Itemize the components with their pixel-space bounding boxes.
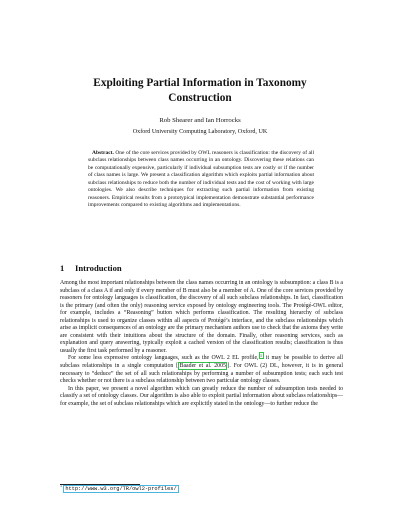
footnote-mark: 1 xyxy=(60,483,62,489)
affiliation: Oxford University Computing Laboratory, Oxford, UK xyxy=(132,129,268,135)
footnote-url-link[interactable]: http://www.w3.org/TR/owl2-profiles/ xyxy=(65,486,177,492)
footnote xyxy=(60,483,179,492)
abstract xyxy=(88,150,314,210)
section-number: 1 xyxy=(60,263,65,273)
authors: Rob Shearer and Ian Horrocks xyxy=(159,117,241,124)
paragraph-1: Among the most important relationships between the class names occurring in an ontology is subsumption: a class B is a subclass of a class A if and only if every member of B must also be a member of A. One of the core services provided by reasoners for ontology languages is classification, the discovery of all such subclass relationships. In fact, classification is the primary (and often the only) reasoning service exposed by ontology engineering tools. The Protégé-OWL editor, for example, includes a “Reasoning” button which performs classification. The resulting hierarchy of subclass relationships is used to organize classes within all aspects of Protégé’s interface, and the subclass relationships which arise as implicit consequences of an ontology are the primary mechanism authors use to check that the axioms they write are consistent with their intuitions about the structure of the domain. Finally, other reasoning services, such as explanation and query answering, typically exploit a cached version of the classification results; classification is thus usually the first task performed by a reasoner. xyxy=(60,280,343,354)
paragraph-2-text-c: . For OWL (2) DL, however, it is in general necessary to “deduce” the set of all such relationships by performing a number of subsumption tests; each such test checks whether or not there is a subclass relationship between two particular ontology classes. xyxy=(60,363,344,385)
paragraph-2-text-b: it may be possible to derive all subclass relationships in a single computation xyxy=(60,355,343,370)
section-title: Introduction xyxy=(75,263,122,273)
citation-link[interactable]: Baader et al. 2005 xyxy=(179,363,226,370)
body-text xyxy=(60,280,343,408)
paper-title xyxy=(60,76,340,105)
abstract-text: One of the core services provided by OWL reasoners is classification: the discovery of all subclass relationships between class names occurring in an ontology. Discovering these relations can be computationally expensive, particularly if individual subsumption tests are costly or if the number of class names is large. We present a classification algorithm which exploits partial information about subclass relationships to reduce both the number of individual tests and the cost of working with large ontologies. We also describe techniques for extracting such partial information from existing reasoners. Empirical results from a prototypical implementation demonstrate substantial performance improvements compared to existing algorithms and implementations. xyxy=(88,150,314,209)
title-line-1: Exploiting Partial Information in Taxonomy xyxy=(93,77,307,89)
footnote-link[interactable]: 1 xyxy=(260,352,262,358)
paragraph-2-text-a: For some less expressive ontology languages, such as the OWL 2 EL profile, xyxy=(68,355,259,362)
abstract-label: Abstract. xyxy=(92,150,114,156)
section-heading xyxy=(60,263,122,273)
paragraph-3: In this paper, we present a novel algorithm which can greatly reduce the number of subsumption tests needed to classify a set of ontology classes. Our algorithm is also able to exploit partial information about subclass relationships—for example, the set of subclass relationships which are explicitly stated in the ontology—to further reduce the xyxy=(60,385,343,407)
title-line-2: Construction xyxy=(168,91,232,104)
paragraph-2: For some less expressive ontology languages, such as the OWL 2 EL profile,$^1$ it may be possible to derive all subclass relationships in a single computation [ Baader et al. 2005 ]. For OWL (2) DL, however, it is in general necessary to “deduce” the set of all such relationships by performing a number of subsumption tests; each such test checks whether or not there is a subclass relationship between two particular ontology classes. xyxy=(60,352,344,385)
